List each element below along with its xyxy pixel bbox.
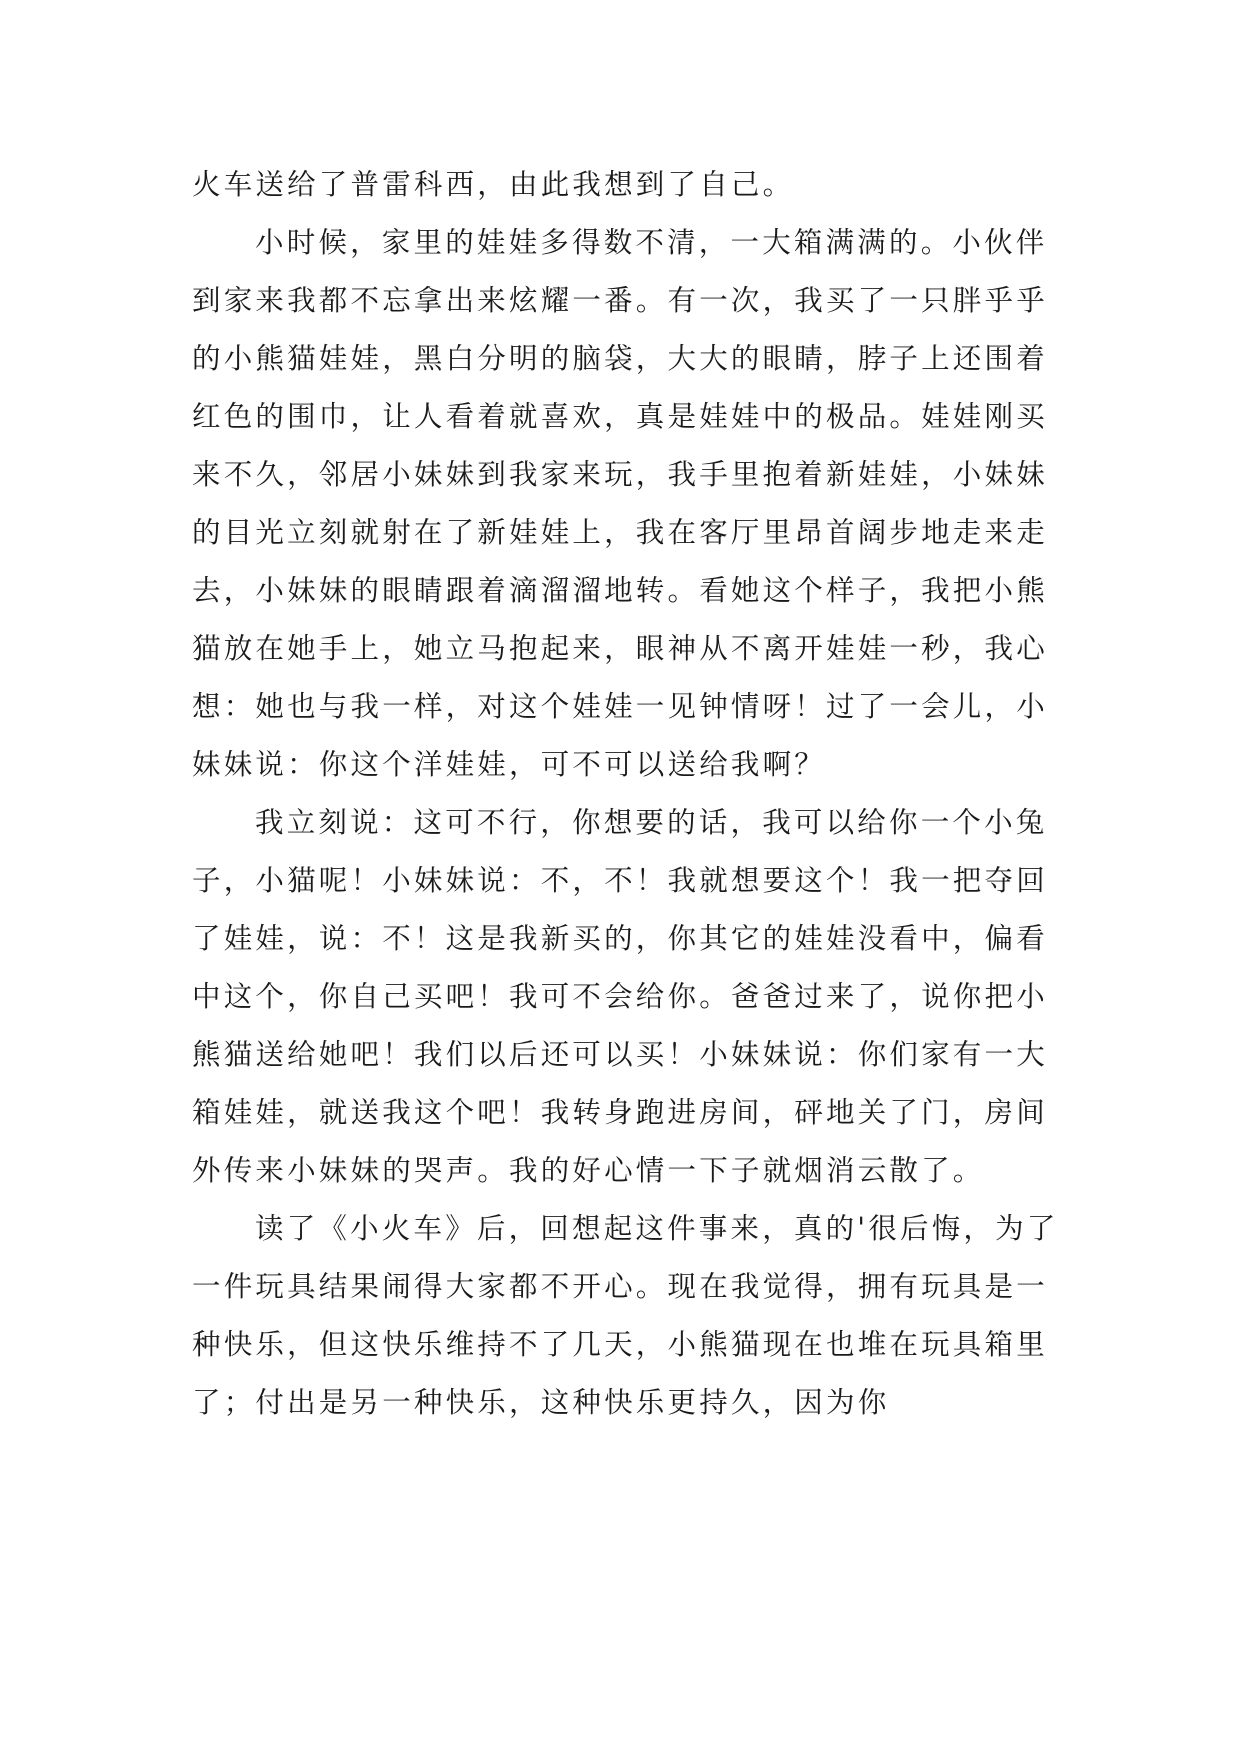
document-body	[192, 156, 1072, 1432]
paragraph-3: 我立刻说：这可不行，你想要的话，我可以给你一个小兔子，小猫呢！小妹妹说：不，不！我就想要这个！我一把夺回了娃娃，说：不！这是我新买的，你其它的娃娃没看中，偏看中这个，你自己买吧！我可不会给你。爸爸过来了，说你把小熊猫送给她吧！我们以后还可以买！小妹妹说：你们家有一大箱娃娃，就送我这个吧！我转身跑进房间，砰地关了门，房间外传来小妹妹的哭声。我的好心情一下子就烟消云散了。	[192, 806, 1048, 1187]
paragraph-1: 火车送给了普雷科西，由此我想到了自己。	[192, 168, 795, 201]
paragraph-2: 小时候，家里的娃娃多得数不清，一大箱满满的。小伙伴到家来我都不忘拿出来炫耀一番。有一次，我买了一只胖乎乎的小熊猫娃娃，黑白分明的脑袋，大大的眼睛，脖子上还围着红色的围巾，让人看着就喜欢，真是娃娃中的极品。娃娃刚买来不久，邻居小妹妹到我家来玩，我手里抱着新娃娃，小妹妹的目光立刻就射在了新娃娃上，我在客厅里昂首阔步地走来走去，小妹妹的眼睛跟着滴溜溜地转。看她这个样子，我把小熊猫放在她手上，她立马抱起来，眼神从不离开娃娃一秒，我心想：她也与我一样，对这个娃娃一见钟情呀！过了一会儿，小妹妹说：你这个洋娃娃，可不可以送给我啊？	[192, 226, 1048, 781]
paragraph-4: 读了《小火车》后，回想起这件事来，真的'很后悔，为了一件玩具结果闹得大家都不开心。现在我觉得，拥有玩具是一种快乐，但这快乐维持不了几天，小熊猫现在也堆在玩具箱里了；付出是另一种快乐，这种快乐更持久，因为你	[192, 1212, 1059, 1419]
